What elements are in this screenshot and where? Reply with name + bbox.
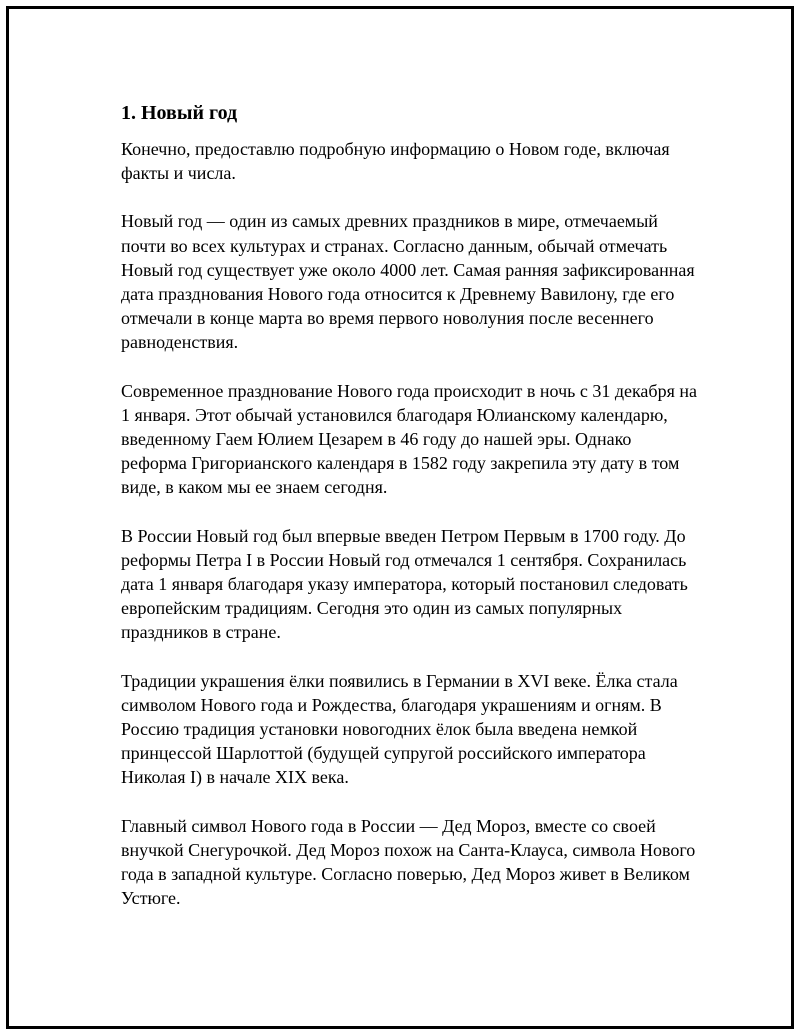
paragraph-ded-moroz: Главный символ Нового года в России — Дед Мороз, вместе со своей внучкой Снегурочкой. Дед Мороз похож на Санта-Клауса, символа Нового года в западной культуре. Согласно поверью, Дед Мороз живет в Великом Устюге.	[121, 815, 696, 909]
paragraph-intro: Конечно, предоставлю подробную информацию о Новом годе, включая факты и числа.	[121, 139, 670, 184]
paragraph-modern-celebration: Современное празднование Нового года происходит в ночь с 31 декабря на 1 января. Этот обычай установился благодаря Юлианскому календарю, введенному Гаем Юлием Цезарем в 46 году до нашей эры. Однако реформа Григорианского календаря в 1582 году закрепила эту дату в том виде, в каком мы ее знаем сегодня.	[121, 380, 697, 498]
section-title: 1. Новый год	[121, 102, 238, 124]
paragraph-russia: В России Новый год был впервые введен Петром Первым в 1700 году. До реформы Петра I в России Новый год отмечался 1 сентября. Сохранилась дата 1 января благодаря указу императора, который постановил следовать европейским традициям. Сегодня это один из самых популярных праздников в стране.	[121, 525, 688, 643]
paragraph-tree-tradition: Традиции украшения ёлки появились в Германии в XVI веке. Ёлка стала символом Нового года и Рождества, благодаря украшениям и огням. В Россию традиция установки новогодних ёлок была введена немкой принцессой Шарлоттой (будущей супругой российского императора Николая I) в начале XIX века.	[121, 670, 678, 788]
document-body	[121, 99, 701, 934]
paragraph-history: Новый год — один из самых древних праздников в мире, отмечаемый почти во всех культурах и странах. Согласно данным, обычай отмечать Новый год существует уже около 4000 лет. Самая ранняя зафиксированная дата празднования Нового года относится к Древнему Вавилону, где его отмечали в конце марта во время первого новолуния после весеннего равноденствия.	[121, 211, 695, 353]
page-frame	[6, 6, 794, 1029]
